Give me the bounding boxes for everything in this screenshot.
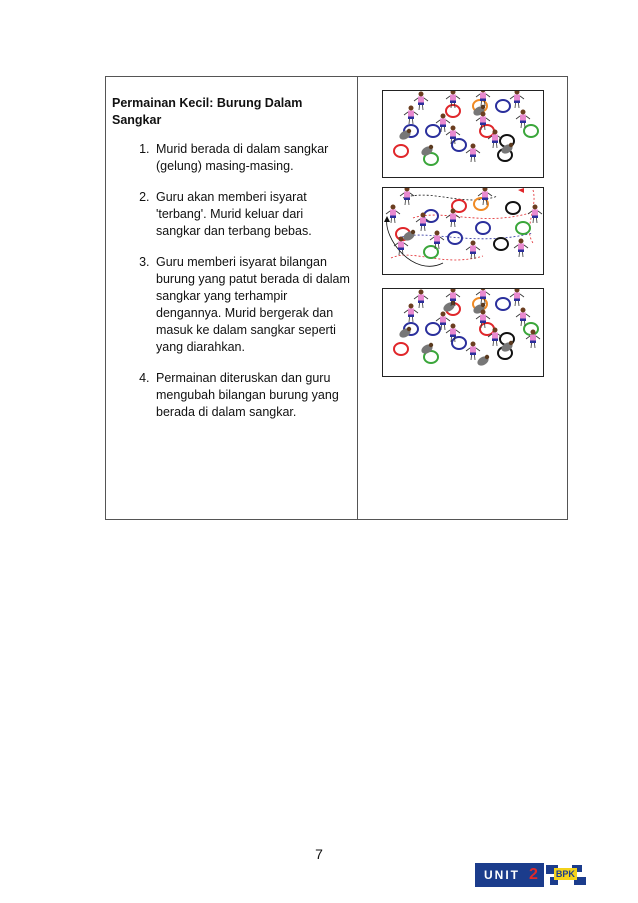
hoop xyxy=(452,337,466,349)
pupil-figure xyxy=(400,188,414,205)
pupil-figure xyxy=(466,144,480,163)
pupil-figure xyxy=(478,188,492,205)
steps-list xyxy=(112,141,350,421)
activity-table xyxy=(105,76,568,520)
pupil-figure xyxy=(476,91,490,106)
hoop xyxy=(516,222,530,234)
pupil-figure xyxy=(466,241,480,260)
hoop xyxy=(496,100,510,112)
crouching-pupil xyxy=(420,145,434,158)
pupil-figure xyxy=(528,205,542,224)
scene-2-svg xyxy=(383,188,543,274)
hoop xyxy=(480,125,494,137)
pupil-figure xyxy=(466,342,480,361)
scene-1-svg xyxy=(383,91,543,177)
illustration-birds-flying xyxy=(382,187,544,275)
pupil-figure xyxy=(510,91,524,108)
hoop xyxy=(494,238,508,250)
unit-number: 2 xyxy=(527,863,544,887)
pupil-figure xyxy=(414,92,428,111)
pupil-figure xyxy=(510,289,524,306)
pupil-figure xyxy=(414,290,428,309)
hoop xyxy=(426,323,440,335)
illustration-birds-regroup xyxy=(382,288,544,377)
hoop xyxy=(426,125,440,137)
hoop xyxy=(446,105,460,117)
arrow-head xyxy=(384,216,390,222)
arrow-head xyxy=(518,188,524,193)
hoop xyxy=(448,232,462,244)
unit-label: UNIT xyxy=(475,863,527,887)
pupil-figure xyxy=(514,239,528,258)
step-item: 2. Guru akan memberi isyarat 'terbang'. Murid keluar dari sangkar dan terbang bebas. xyxy=(153,189,350,240)
step-item: 3. Guru memberi isyarat bilangan burung yang patut berada di dalam sangkar yang terhampir dengannya. Murid bergerak dan masuk ke dalam sangkar seperti yang diarahkan. xyxy=(153,254,350,356)
hoop xyxy=(424,246,438,258)
crouching-pupil xyxy=(420,343,434,356)
hoop xyxy=(476,222,490,234)
illustration-birds-in-cages xyxy=(382,90,544,178)
bpk-logo xyxy=(544,863,588,887)
step-item: 1. Murid berada di dalam sangkar (gelung) masing-masing. xyxy=(153,141,350,175)
unit-badge xyxy=(475,863,588,887)
hoop xyxy=(452,139,466,151)
logo-text: BPK xyxy=(555,869,575,879)
hoop xyxy=(480,323,494,335)
hoop xyxy=(424,210,438,222)
pupil-figure xyxy=(476,289,490,304)
hoop xyxy=(394,343,408,355)
movement-path xyxy=(398,233,533,239)
hoop xyxy=(524,125,538,137)
hoop xyxy=(394,145,408,157)
illustration-cell xyxy=(358,77,568,519)
pupil-figure xyxy=(404,304,418,323)
hoop xyxy=(496,298,510,310)
scene-3-svg xyxy=(383,289,543,376)
hoop xyxy=(506,202,520,214)
crouching-pupil xyxy=(476,355,490,368)
step-item: 4. Permainan diteruskan dan guru mengubah bilangan burung yang berada di dalam sangkar. xyxy=(153,370,350,421)
page-number: 7 xyxy=(315,846,323,862)
pupil-figure xyxy=(404,106,418,125)
activity-title: Permainan Kecil: Burung Dalam Sangkar xyxy=(112,96,303,127)
instructions-cell xyxy=(112,95,350,435)
crouching-pupil xyxy=(442,301,456,314)
